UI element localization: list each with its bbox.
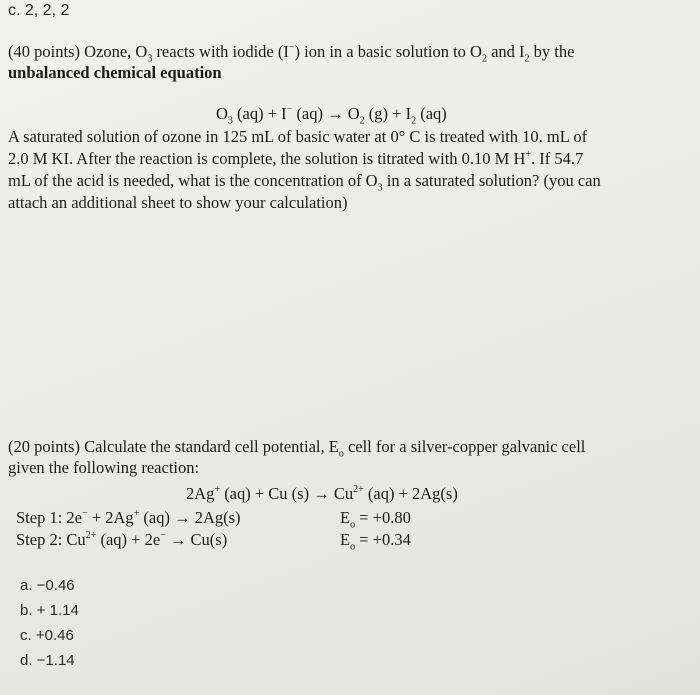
answer-option-d[interactable]: d. −1.14	[20, 652, 75, 669]
step-part: (aq) → 2Ag(s)	[139, 508, 241, 527]
eq-part: (aq)	[416, 104, 447, 123]
step-part: Step 2: Cu	[16, 530, 86, 549]
q1-body-text: in a saturated solution? (you can	[382, 171, 601, 190]
q1-body-line-4: attach an additional sheet to show your calculation)	[8, 193, 348, 212]
rxn-sup: 2+	[353, 483, 364, 495]
q2-step-2-potential	[340, 530, 411, 553]
step-part: Step 1: 2e	[16, 508, 82, 527]
eq-part: (aq) + I	[232, 104, 287, 123]
q1-equation	[216, 103, 447, 127]
eq-part: O	[216, 104, 228, 123]
potential-value: = +0.34	[355, 530, 411, 549]
rxn-part: (aq) + Cu (s) → Cu	[220, 484, 354, 503]
step-sup: +	[133, 507, 140, 519]
q1-intro-text: (40 points) Ozone, O	[8, 42, 148, 61]
eq-sub: 3	[227, 115, 233, 127]
step-sup: −	[160, 529, 166, 541]
eq-sup: −	[286, 103, 293, 115]
q1-intro-text-c: ) ion in a basic solution to O	[294, 42, 482, 61]
q1-intro-sub: 3	[147, 53, 153, 65]
q1-intro-text-e: by the	[529, 42, 575, 61]
q1-body-text: 2.0 M KI. After the reaction is complete, the solution is titrated with 0.10 M H	[8, 149, 526, 168]
step-part: + 2Ag	[87, 508, 134, 527]
q1-body-line-3	[8, 171, 698, 194]
step-sup: 2+	[85, 529, 97, 541]
q2-text: cell for a silver-copper galvanic cell	[343, 437, 586, 456]
q1-intro-sup: −	[288, 41, 295, 53]
q1-body-line-1: A saturated solution of ozone in 125 mL of basic water at 0° C is treated with 10. mL of	[8, 127, 588, 146]
q2-line-2: given the following reaction:	[8, 458, 200, 477]
answer-option-a[interactable]: a. −0.46	[20, 577, 75, 594]
answer-option-c[interactable]: c. +0.46	[20, 627, 74, 644]
q1-body-text: . If 54.7	[531, 149, 584, 168]
q1-body-text: mL of the acid is needed, what is the concentration of O	[8, 171, 378, 190]
q2-step-2	[16, 530, 227, 550]
q1-body-sup: +	[525, 148, 532, 160]
eq-sub: 2	[359, 115, 365, 127]
q1-body-line-2	[8, 149, 698, 169]
potential-sub: o	[350, 541, 356, 553]
q1-intro-bold: unbalanced chemical equation	[8, 63, 222, 82]
eq-part: (g) + I	[364, 104, 412, 123]
rxn-part: 2Ag	[186, 484, 215, 503]
q2-step-1	[16, 508, 241, 528]
q2-step-1-potential	[340, 508, 411, 531]
rxn-sup: +	[214, 483, 221, 495]
potential-sub: o	[350, 519, 356, 531]
step-sup: −	[82, 507, 88, 519]
q1-intro-text-d: and I	[486, 42, 525, 61]
eq-part: (aq) → O	[292, 104, 360, 123]
q2-line-1	[8, 437, 698, 460]
q1-intro-sub2: 2	[481, 53, 487, 65]
q1-intro-line	[8, 41, 698, 65]
potential-label: E	[340, 530, 351, 549]
q2-text: (20 points) Calculate the standard cell potential, E	[8, 437, 339, 456]
answer-option-b[interactable]: b. + 1.14	[20, 602, 79, 619]
step-part: (aq) + 2e	[96, 530, 161, 549]
step-part: → Cu(s)	[165, 530, 228, 549]
previous-answer-option[interactable]: c. 2, 2, 2	[8, 2, 70, 19]
q1-intro-sub3: 2	[524, 53, 530, 65]
potential-value: = +0.80	[355, 508, 411, 527]
rxn-part: (aq) + 2Ag(s)	[363, 484, 458, 503]
eq-sub: 2	[411, 115, 417, 127]
q1-body-sub: 3	[377, 182, 383, 194]
q2-sub: o	[338, 448, 344, 460]
potential-label: E	[340, 508, 351, 527]
q1-intro-text-b: reacts with iodide (I	[152, 42, 289, 61]
q2-reaction	[186, 484, 458, 504]
